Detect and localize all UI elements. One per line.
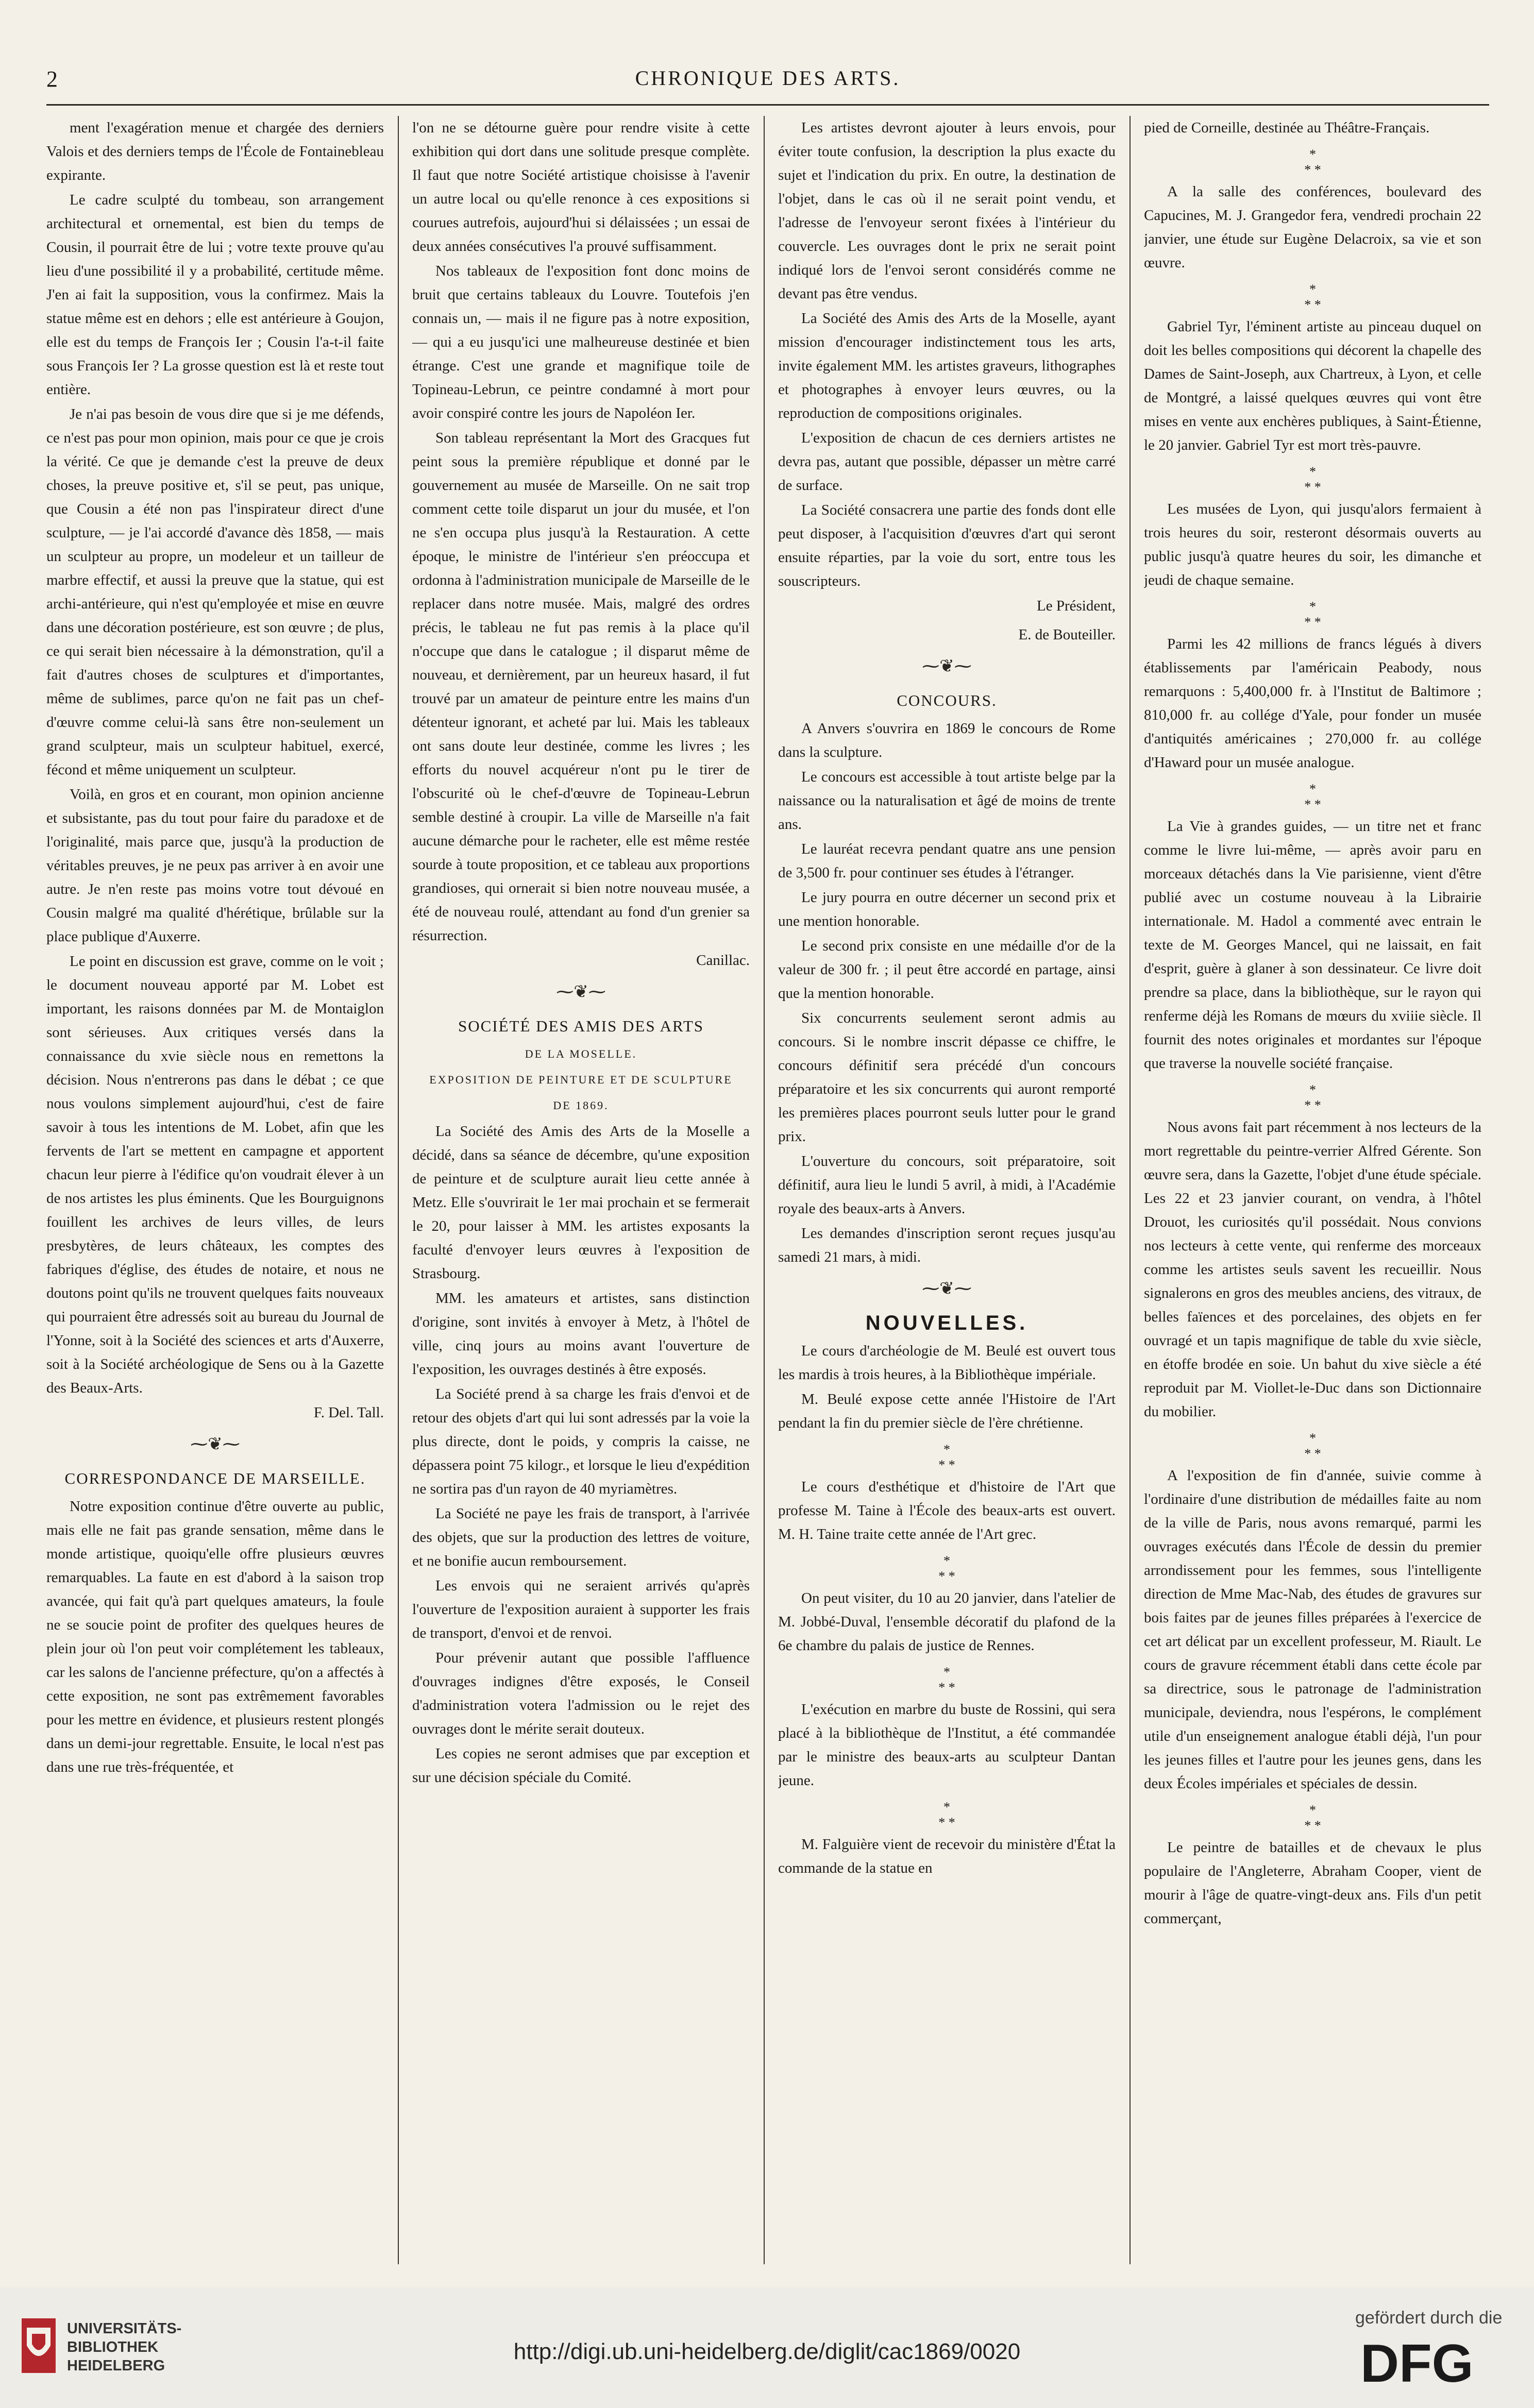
paragraph: L'exposition de chacun de ces derniers artistes ne devra pas, autant que possible, dépasser un mètre carré de surface. xyxy=(778,430,1116,494)
paragraph: M. Beulé expose cette année l'Histoire de l'Art pendant la fin du premier siècle de l'ère chrétienne. xyxy=(778,1391,1116,1431)
library-name-line: BIBLIOTHEK xyxy=(67,2339,159,2355)
asterism-divider: * * * xyxy=(938,1553,955,1584)
section-heading: CONCOURS. xyxy=(897,691,997,709)
paragraph: Le peintre de batailles et de chevaux le plus populaire de l'Angleterre, Abraham Cooper, vient de mourir à l'âge de quatre-vingt-deux ans. Fils d'un petit commerçant, xyxy=(1144,1839,1481,1927)
digitization-footer xyxy=(0,2287,1534,2408)
ornament-divider: ⁓❦⁓ xyxy=(556,982,606,1002)
asterism-divider: * * * xyxy=(1304,782,1321,812)
paragraph: L'exécution en marbre du buste de Rossini, qui sera placé à la bibliothèque de l'Institut, a été commandée par le ministre des beaux-arts au sculpteur Dantan jeune. xyxy=(778,1701,1116,1789)
asterism-divider: * * * xyxy=(1304,1803,1321,1833)
paragraph: Le jury pourra en outre décerner un second prix et une mention honorable. xyxy=(778,889,1116,929)
paragraph: La Société des Amis des Arts de la Moselle a décidé, dans sa séance de décembre, qu'une exposition de peinture et de sculpture aurait lieu cette année à Metz. Elle s'ouvrirait le 1er mai prochain et se fermerait le 20, pour laisser à MM. les artistes exposants la faculté d'envoyer leurs œuvres à l'exposition de Strasbourg. xyxy=(412,1123,750,1282)
paragraph: Les artistes devront ajouter à leurs envois, pour éviter toute confusion, la description la plus exacte du sujet et l'indication du prix. En outre, la destination de l'objet, dans le cas où il ne serait point vendu, et l'adresse de l'envoyeur seront fixées à l'intérieur du couvercle. Les ouvrages dont le prix ne serait point indiqué lors de l'envoi seront considérés comme ne devant pas être vendus. xyxy=(778,120,1116,302)
paragraph: l'on ne se détourne guère pour rendre visite à cette exhibition qui dort dans une solitude presque complète. Il faut que notre Société artistique choisisse à l'avenir un autre local ou qu'elle renonce à ces expositions si courues autrefois, aujourd'hui si délaissées ; un essai de deux années consécutives l'a prouvé suffisamment. xyxy=(412,120,750,255)
asterism-divider: * * * xyxy=(1304,599,1321,630)
paragraph: A l'exposition de fin d'année, suivie comme à l'ordinaire d'une distribution de médailles faite au nom de la ville de Paris, nous avons remarqué, parmi les ouvrages exécutés dans l'École de dessin du premier arrondissement pour les femmes, sous l'intelligente direction de Mme Mac-Nab, des études de gravures sur bois faites par de jeunes filles préparées à l'exercice de cet art délicat par un excellent professeur, M. Riault. Le cours de gravure récemment établi dans cette école par sa directrice, sous le patronage de l'administration municipale, deviendra, nous l'espérons, le complément utile d'un enseignement analogue établi déjà, l'un pour les jeunes filles et l'autre pour les jeunes gens, dans les deux Écoles impériales et spéciales de dessin. xyxy=(1144,1467,1481,1792)
column-3 xyxy=(778,116,1116,2264)
paragraph: Le cours d'esthétique et d'histoire de l'Art que professe M. Taine à l'École des beaux-arts est ouvert. M. H. Taine traite cette année de l'Art grec. xyxy=(778,1479,1116,1542)
ornament-divider: ⁓❦⁓ xyxy=(922,657,972,676)
dfg-logo-icon xyxy=(1360,2336,1515,2388)
paragraph: Le point en discussion est grave, comme on le voit ; le document nouveau apporté par M. Lobet est important, les raisons données par M. de Montaiglon sont sérieuses. Aux critiques versés dans la connaissance du xvie siècle nous en remettons la décision. Nous n'entrerons pas dans le débat ; ce que nous voulons simplement aujourd'hui, c'est de faire savoir à tous les intentions de M. Lobet, afin que les fervents de l'art se mettent en campagne et apportent chacun leur pierre à l'édifice qu'on voudrait élever à un de nos artistes les plus éminents. Que les Bourguignons fouillent les archives de leurs villes, de leurs presbytères, de leurs châteaux, les comptes des fabriques d'église, des études de notaire, et nous ne doutons point qu'ils ne trouvent quelques faits nouveaux qui pourraient être adressés soit au bureau du Journal de l'Yonne, soit à la Société des sciences et arts d'Auxerre, soit à la Société archéologique de Sens ou à la Gazette des Beaux-Arts. xyxy=(46,953,384,1396)
paragraph: Nos tableaux de l'exposition font donc moins de bruit que certains tableaux du Louvre. Toutefois j'en connais un, — mais il ne figure pas à notre exposition, — qui a eu jusqu'ici une malheureuse destinée et bien étrange. C'est une grande et magnifique toile de Topineau-Lebrun, ce peintre condamné à mort pour avoir conspiré contre les jours de Napoléon Ier. xyxy=(412,263,750,421)
signature: F. Del. Tall. xyxy=(313,1404,384,1421)
paragraph: Les copies ne seront admises que par exception et sur une décision spéciale du Comité. xyxy=(412,1745,750,1786)
paragraph: La Société des Amis des Arts de la Moselle, ayant mission d'encourager indistinctement tous les arts, invite également MM. les artistes graveurs, lithographes et photographes à envoyer leurs œuvres, ou la reproduction de compositions originales. xyxy=(778,310,1116,421)
column-2 xyxy=(412,116,750,2264)
paragraph: Le cadre sculpté du tombeau, son arrangement architectural et ornemental, est bien du temps de Cousin, il pourrait être de lui ; votre texte prouve qu'au lieu d'une possibilité il y a probabilité, certitude même. J'en ai fait la supposition, vous la confirmez. Mais la statue même est en dehors ; elle est antérieure à Goujon, elle est du temps de François Ier ; Cousin l'a-t-il faite sous François Ier ? La grosse question est là et reste tout entière. xyxy=(46,192,384,398)
paragraph: Son tableau représentant la Mort des Gracques fut peint sous la première république et donné par le gouvernement au musée de Marseille. On ne sait trop comment cette toile disparut un jour du musée, et l'on ne s'en occupa plus jusqu'à la Restauration. A cette époque, le ministre de l'intérieur s'en préoccupa et ordonna à l'administration municipale de Marseille de le replacer dans notre musée. Mais, malgré des ordres précis, le tableau ne fut pas remis à la place qu'il n'occupe que dans le catalogue ; il disparut même de nouveau, et dernièrement, par un heureux hasard, il fut trouvé par un amateur de peinture entre les mains d'un détenteur ignorant, et acheté par lui. Mais les tableaux ont sans doute leur destinée, comme les livres ; les efforts du nouvel acquéreur n'ont pu le tirer de l'obscurité où le chef-d'œuvre de Topineau-Lebrun semble destiné à croupir. La ville de Marseille n'a fait aucune démarche pour le racheter, elle est même restée sourde à toute proposition, et ce tableau aux proportions grandioses, qui ornerait si bien notre nouveau musée, a été de nouveau roulé, attendant au fond d'un grenier sa résurrection. xyxy=(412,430,750,944)
section-heading: NOUVELLES. xyxy=(865,1312,1029,1334)
signature: E. de Bouteiller. xyxy=(1018,626,1116,643)
paragraph: Le second prix consiste en une médaille d'or de la valeur de 300 fr. ; il peut être accordé en partage, ainsi que la mention honorable. xyxy=(778,938,1116,1002)
asterism-divider: * * * xyxy=(938,1800,955,1830)
header-rule xyxy=(46,104,1489,106)
paragraph: A la salle des conférences, boulevard des Capucines, M. J. Grangedor fera, vendredi prochain 22 janvier, une étude sur Eugène Delacroix, sa vie et son œuvre. xyxy=(1144,183,1481,271)
asterism-divider: * * * xyxy=(938,1665,955,1695)
signature: Le Président, xyxy=(1036,598,1116,614)
paragraph: pied de Corneille, destinée au Théâtre-Français. xyxy=(1144,120,1430,136)
dfg-logo-text: DFG xyxy=(1360,2336,1474,2388)
paragraph: Parmi les 42 millions de francs légués à divers établissements par l'américain Peabody, nous remarquons : 5,400,000 fr. à l'Institut de Baltimore ; 810,000 fr. au collége d'Yale, pour fonder un musée d'antiquités américaines ; 270,000 fr. au collége d'Haward pour un musée analogue. xyxy=(1144,636,1481,771)
paragraph: Le concours est accessible à tout artiste belge par la naissance ou la naturalisation et âgé de moins de trente ans. xyxy=(778,769,1116,833)
paragraph: Six concurrents seulement seront admis au concours. Si le nombre inscrit dépasse ce chiffre, le concours définitif sera précédé d'un concours préparatoire et les six concurrents qui auront remporté les premières places pourront seuls lutter pour le grand prix. xyxy=(778,1010,1116,1145)
paragraph: L'ouverture du concours, soit préparatoire, soit définitif, aura lieu le lundi 5 avril, à midi, à l'Académie royale des beaux-arts à Anvers. xyxy=(778,1153,1116,1217)
paragraph: On peut visiter, du 10 au 20 janvier, dans l'atelier de M. Jobbé-Duval, l'ensemble décoratif du plafond de la 6e chambre du palais de justice de Rennes. xyxy=(778,1590,1116,1654)
paragraph: La Vie à grandes guides, — un titre net et franc comme le livre lui-même, — après avoir paru en morceaux détachés dans la Vie parisienne, vient d'être publié avec un costume nouveau à la Librairie internationale. M. Hadol a commenté avec entrain le texte de M. Georges Mancel, qui ne laissait, en fait d'esprit, guère à glaner à son dessinateur. Ce livre doit prendre sa place, dans la bibliothèque, sur le rayon qui renferme déjà les Romans de mœurs du xviiie siècle. Il fournit des notes originales et mordantes sur l'époque que traverse la nouvelle société française. xyxy=(1144,818,1481,1072)
asterism-divider: * * * xyxy=(938,1442,955,1472)
paragraph: La Société ne paye les frais de transport, à l'arrivée des objets, que sur la production des lettres de voiture, et ne bonifie aucun remboursement. xyxy=(412,1505,750,1569)
library-name-line: UNIVERSITÄTS- xyxy=(67,2320,182,2337)
ornament-divider: ⁓❦⁓ xyxy=(922,1279,972,1298)
asterism-divider: * * * xyxy=(1304,464,1321,495)
paragraph: Voilà, en gros et en courant, mon opinion ancienne et subsistante, pas du tout pour faire du paradoxe et de l'originalité, mais parce que, jusqu'à la production de véritables preuves, je ne peux pas arriver à en avoir une autre. Je n'en reste pas moins votre tout dévoué en Cousin malgré ma qualité d'hérétique, brûlable sur la place publique d'Auxerre. xyxy=(46,786,384,945)
column-divider xyxy=(764,116,765,2264)
column-4 xyxy=(1144,116,1481,2264)
paragraph: Pour prévenir autant que possible l'affluence d'ouvrages indignes d'être exposés, le Conseil d'administration votera l'admission ou le rejet des ouvrages dont le mérite serait douteux. xyxy=(412,1650,750,1737)
library-name-line: HEIDELBERG xyxy=(67,2358,165,2374)
paragraph: Gabriel Tyr, l'éminent artiste au pinceau duquel on doit les belles compositions qui décorent la chapelle des Dames de Saint-Joseph, aux Chartreux, à Lyon, et celle de Montgré, a laissé quelques œuvres qui vont être mises en vente aux enchères publiques, à Saint-Étienne, le 20 janvier. Gabriel Tyr est mort très-pauvre. xyxy=(1144,318,1481,453)
running-title: CHRONIQUE DES ARTS. xyxy=(635,66,901,90)
asterism-divider: * * * xyxy=(1304,282,1321,312)
section-subheading: EXPOSITION DE PEINTURE ET DE SCULPTURE xyxy=(429,1073,733,1086)
section-heading: CORRESPONDANCE DE MARSEILLE. xyxy=(64,1469,366,1487)
page-number: 2 xyxy=(46,66,58,92)
paragraph: M. Falguière vient de recevoir du ministère d'État la commande de la statue en xyxy=(778,1836,1116,1876)
signature: Canillac. xyxy=(696,952,750,969)
asterism-divider: * * * xyxy=(1304,1431,1321,1461)
paragraph: A Anvers s'ouvrira en 1869 le concours de Rome dans la sculpture. xyxy=(778,720,1116,760)
paragraph: Les envois qui ne seraient arrivés qu'après l'ouverture de l'exposition auraient à supporter les frais de transport, d'envoi et de renvoi. xyxy=(412,1578,750,1641)
paragraph: Les demandes d'inscription seront reçues jusqu'au samedi 21 mars, à midi. xyxy=(778,1225,1116,1265)
paragraph: Nous avons fait part récemment à nos lecteurs de la mort regrettable du peintre-verrier Alfred Gérente. Son œuvre sera, dans la Gazette, l'objet d'une étude spéciale. Les 22 et 23 janvier courant, on vendra, à l'hôtel Drouot, les curiosités qu'il possédait. Nous convions nos lecteurs à cette vente, qui renferme des morceaux comme les artistes seuls savent les recueillir. Nous signalerons en gros des meubles anciens, des vitraux, de belles faïences et des porcelaines, des objets en fer ouvragé et un tapis magnifique de table du xvie siècle, en étoffe brodée en soie. Un bahut du xive siècle a été reproduit par M. Viollet-le-Duc dans son Dictionnaire du mobilier. xyxy=(1144,1119,1481,1420)
paragraph: La Société prend à sa charge les frais d'envoi et de retour des objets d'art qui lui sont adressés par la voie la plus directe, dont le poids, y compris la caisse, ne dépassera point 75 kilogr., et lorsque le lieu d'expédition ne sortira pas d'un rayon de 40 myriamètres. xyxy=(412,1386,750,1497)
paragraph: Notre exposition continue d'être ouverte au public, mais elle ne fait pas grande sensation, même dans le monde artistique, quoiqu'elle offre plusieurs œuvres remarquables. La faute en est d'abord à la saison trop avancée, qui fait qu'à part quelques amateurs, la foule ne se soucie point de profiter des quelques heures de plein jour où l'on peut voir complétement les tableaux, car les salons de l'ancienne préfecture, qu'on a affectés à cette exposition, ne sont pas extrêmement favorables pour les mettre en évidence, et plusieurs restent plongés dans un demi-jour regrettable. Ensuite, le local n'est pas dans une rue très-fréquentée, et xyxy=(46,1498,384,1775)
paragraph: Le lauréat recevra pendant quatre ans une pension de 3,500 fr. pour continuer ses études à l'étranger. xyxy=(778,841,1116,881)
section-subheading: DE 1869. xyxy=(553,1099,609,1112)
paragraph: Le cours d'archéologie de M. Beulé est ouvert tous les mardis à trois heures, à la Bibliothèque impériale. xyxy=(778,1343,1116,1383)
asterism-divider: * * * xyxy=(1304,1082,1321,1113)
ornament-divider: ⁓❦⁓ xyxy=(190,1435,240,1454)
column-1 xyxy=(46,116,384,2264)
paragraph: MM. les amateurs et artistes, sans distinction d'origine, sont invités à envoyer à Metz, à l'hôtel de ville, cinq jours au moins avant l'ouverture de l'exposition, les ouvrages destinés à être exposés. xyxy=(412,1290,750,1378)
section-heading: SOCIÉTÉ DES AMIS DES ARTS xyxy=(458,1017,704,1035)
paragraph: Les musées de Lyon, qui jusqu'alors fermaient à trois heures du soir, resteront désormais ouverts au public jusqu'à quatre heures du soir, les dimanche et jeudi de chaque semaine. xyxy=(1144,501,1481,588)
page-header xyxy=(46,57,1489,98)
paragraph: La Société consacrera une partie des fonds dont elle peut disposer, à l'acquisition d'œuvres d'art qui seront ensuite réparties, par la voie du sort, entre tous les souscripteurs. xyxy=(778,502,1116,589)
paragraph: Je n'ai pas besoin de vous dire que si je me défends, ce n'est pas pour mon opinion, mais pour ce que je crois la vérité. Ce que je demande c'est la preuve de deux choses, la preuve positive et, s'il se peut, pas unique, que Cousin a été non pas l'inspirateur direct d'une sculpture, — je l'ai accordé d'avance dès 1858, — mais un sculpteur au propre, un modeleur et un tailleur de marbre effectif, et aussi la preuve que la statue, qui est archi-antérieure, qui n'est qu'employée et mise en œuvre dans une décoration postérieure, est son œuvre ; de plus, ce qui serait bien nécessaire à la démonstration, qu'il a fait d'autres choses de sculptures et d'importantes, même de sublimes, parce qu'on ne fait pas un chef-d'œuvre comme celui-là sans être non-seulement un grand sculpteur, mais un sculpteur habituel, exercé, fécond et même uniquement un sculpteur. xyxy=(46,406,384,778)
section-subheading: DE LA MOSELLE. xyxy=(525,1047,637,1060)
paragraph: ment l'exagération menue et chargée des derniers Valois et des derniers temps de l'École de Fontainebleau expirante. xyxy=(46,120,384,183)
source-url-link[interactable]: http://digi.ub.uni-heidelberg.de/diglit/cac1869/0020 xyxy=(513,2339,1021,2364)
column-divider xyxy=(1130,116,1131,2264)
newspaper-page xyxy=(46,57,1489,2269)
asterism-divider: * * * xyxy=(1304,147,1321,177)
column-divider xyxy=(398,116,399,2264)
sponsor-text: gefördert durch die xyxy=(1355,2308,1503,2328)
